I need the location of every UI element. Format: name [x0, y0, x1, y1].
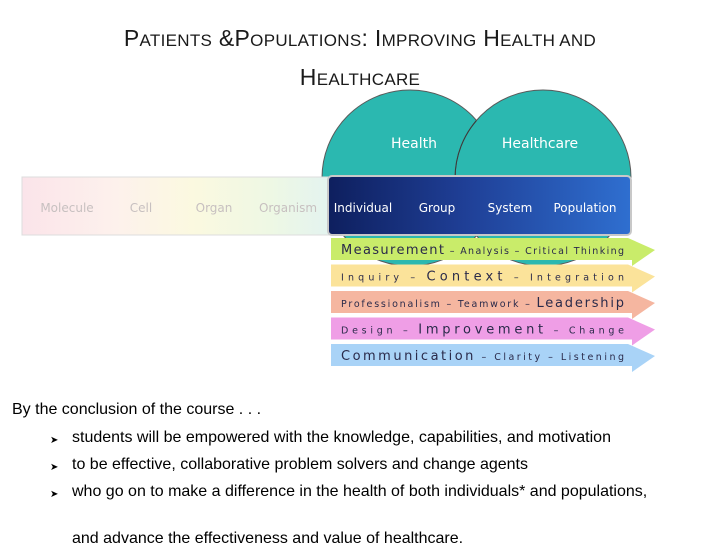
scale-label-organ: Organ	[195, 201, 233, 215]
arrow-term: Change	[568, 325, 624, 337]
arrow-term: Listening	[560, 352, 624, 363]
arrow-term: Analysis	[460, 246, 509, 257]
scale-label-population: Population	[553, 201, 617, 215]
title-line-2: HEALTHCARE	[299, 64, 421, 90]
arrow-term: –	[542, 352, 559, 363]
arrow-term: Measurement	[341, 243, 444, 258]
venn-healthcare-label: Healthcare	[501, 136, 579, 152]
title-line-1: PATIENTS &POPULATIONS: IMPROVING HEALTH AND	[123, 25, 597, 51]
cut-off-line: and advance the effectiveness and value of healthcare.	[72, 530, 464, 547]
competency-arrow	[331, 238, 655, 266]
arrow-term: Professionalism	[341, 299, 440, 310]
arrow-term: Teamwork	[457, 299, 519, 310]
scale-label-organism: Organism	[258, 201, 318, 215]
arrow-term: Clarity	[494, 352, 541, 363]
arrow-bullet-icon: ➤	[50, 435, 59, 446]
competency-arrow	[331, 344, 655, 372]
arrow-bullet-icon: ➤	[50, 462, 59, 473]
scale-label-individual: Individual	[333, 201, 393, 215]
arrow-term: –	[475, 352, 492, 363]
arrow-term: Integration	[529, 272, 624, 284]
arrow-term: Design	[341, 325, 393, 337]
arrow-term: Improvement	[418, 322, 544, 338]
arrow-term: Communication	[341, 349, 474, 364]
scale-label-cell: Cell	[129, 201, 153, 215]
arrow-bullet-icon: ➤	[50, 489, 59, 500]
competency-arrow	[331, 318, 655, 346]
arrow-label	[341, 296, 624, 311]
scale-label-group: Group	[418, 201, 456, 215]
bullet-item: ➤ to be effective, collaborative problem solvers and change agents	[0, 455, 692, 474]
arrow-term: –	[520, 299, 535, 310]
arrow-term: –	[510, 246, 524, 257]
bullet-item: ➤ who go on to make a difference in the health of both individuals* and populations,	[0, 482, 692, 501]
arrow-term: Context	[426, 269, 503, 285]
arrow-label	[341, 349, 624, 364]
outcome-bullets	[0, 428, 720, 509]
bullet-item: ➤ students will be empowered with the knowledge, capabilities, and motivation	[0, 428, 692, 447]
arrow-term: –	[506, 272, 526, 284]
arrow-term: –	[445, 246, 459, 257]
competency-arrow	[331, 265, 655, 293]
intro-text: By the conclusion of the course . . .	[12, 401, 262, 418]
arrow-term: Critical Thinking	[525, 246, 624, 257]
arrow-term: –	[546, 325, 566, 337]
arrow-term: Inquiry	[341, 272, 400, 284]
competency-arrows	[331, 238, 655, 372]
venn-health-label: Health	[391, 136, 437, 152]
arrow-term: Leadership	[536, 296, 624, 311]
scale-label-molecule: Molecule	[40, 201, 94, 215]
scale-label-system: System	[487, 201, 533, 215]
arrow-label	[341, 243, 624, 258]
arrow-term: –	[396, 325, 415, 337]
arrow-term: –	[403, 272, 423, 284]
arrow-term: –	[441, 299, 457, 310]
competency-arrow	[331, 291, 655, 319]
